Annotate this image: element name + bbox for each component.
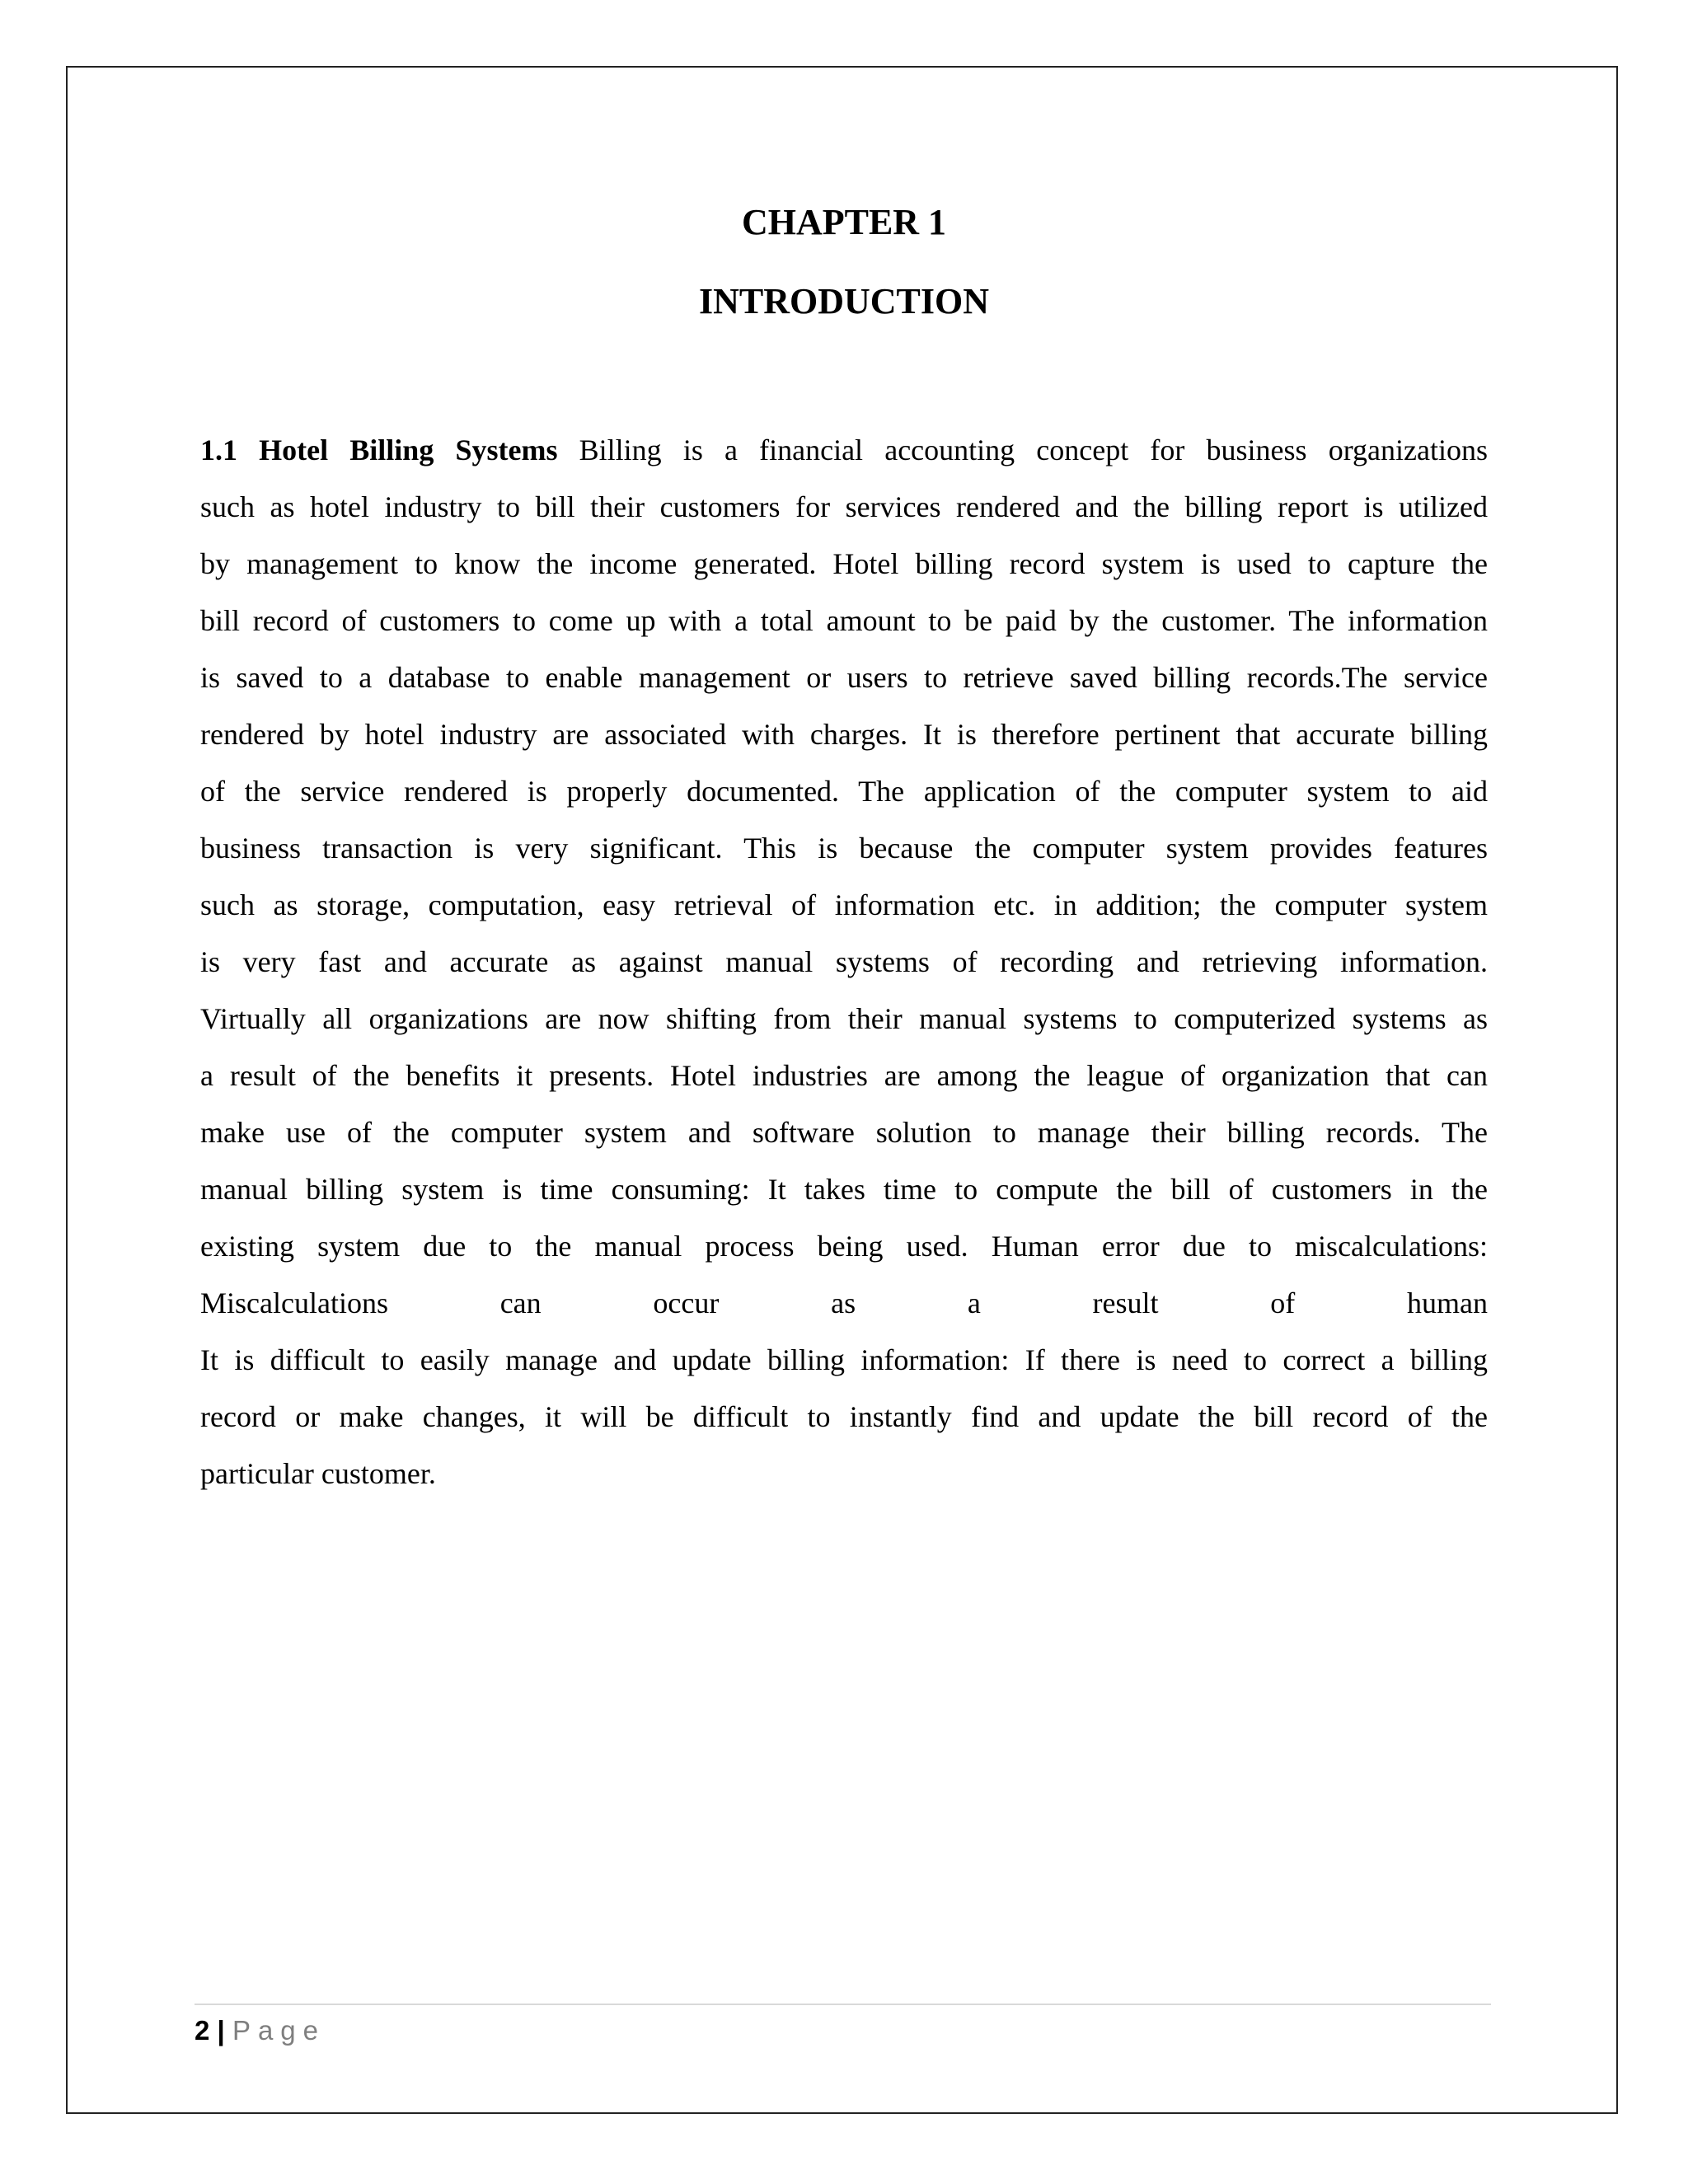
paragraph-line: is very fast and accurate as against manual systems of recording and retrieving information. [200,945,1488,978]
paragraph-line: make use of the computer system and software solution to manage their billing records. The [200,1116,1488,1149]
paragraph-line: such as hotel industry to bill their customers for services rendered and the billing report is utilized [200,490,1488,523]
page-label: Page [232,2015,326,2046]
page-footer [195,2013,326,2049]
page-number: 2 [195,2015,210,2046]
paragraph-line: such as storage, computation, easy retrieval of information etc. in addition; the computer system [200,888,1488,921]
paragraph-line: Miscalculations can occur as a result of human [200,1286,1488,1319]
paragraph-line [200,422,1488,479]
section-heading: 1.1 Hotel Billing Systems [200,434,558,466]
paragraph-line: It is difficult to easily manage and update billing information: If there is need to correct a billing [200,1343,1488,1376]
section-body [200,422,1488,1502]
paragraph-line: particular customer. [200,1457,436,1490]
paragraph-line: by management to know the income generated. Hotel billing record system is used to capture the [200,547,1488,580]
paragraph-line: existing system due to the manual process being used. Human error due to miscalculations: [200,1230,1488,1263]
paragraph-line: rendered by hotel industry are associated with charges. It is therefore pertinent that accurate billing [200,718,1488,751]
paragraph-line: Virtually all organizations are now shifting from their manual systems to computerized systems as [200,1002,1488,1035]
paragraph-line: bill record of customers to come up with a total amount to be paid by the customer. The information [200,604,1488,637]
paragraph-line: manual billing system is time consuming: It takes time to compute the bill of customers in the [200,1173,1488,1206]
paragraph-line-text: Billing is a financial accounting concept for business organizations [557,434,1488,466]
paragraph-line: record or make changes, it will be difficult to instantly find and update the bill record of the [200,1400,1488,1433]
paragraph-line: a result of the benefits it presents. Hotel industries are among the league of organization that can [200,1059,1488,1092]
paragraph-line: is saved to a database to enable management or users to retrieve saved billing records.The service [200,661,1488,694]
chapter-number: CHAPTER 1 [741,202,947,242]
paragraph-line: business transaction is very significant. This is because the computer system provides features [200,832,1488,865]
footer-divider [195,2004,1491,2005]
chapter-title: INTRODUCTION [698,281,990,321]
page-separator: | [209,2015,232,2046]
paragraph-line: of the service rendered is properly documented. The application of the computer system to aid [200,775,1488,808]
